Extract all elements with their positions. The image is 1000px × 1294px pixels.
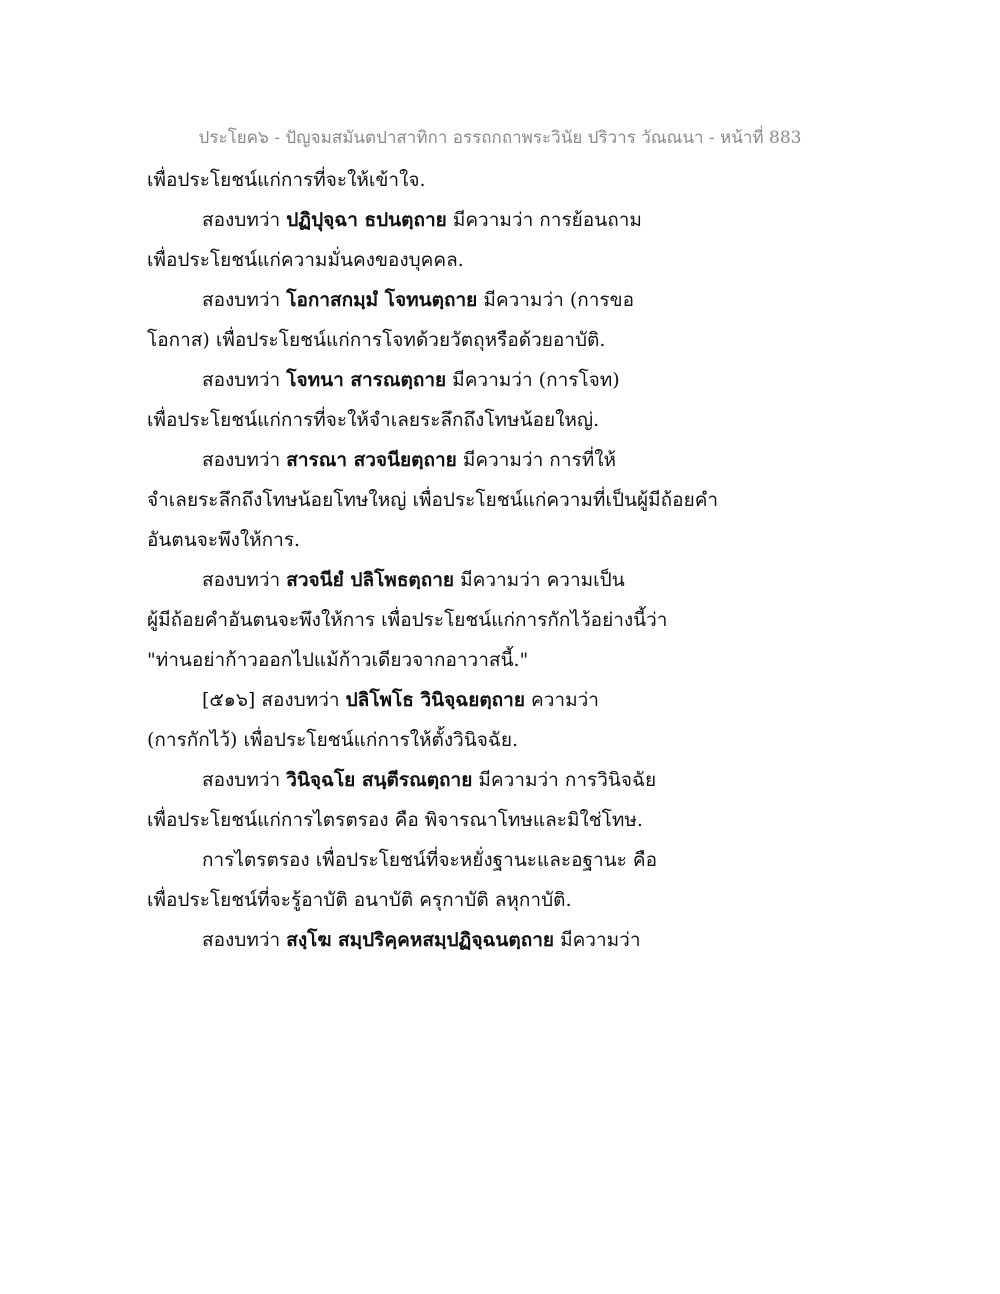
text-run: สองบทว่า xyxy=(202,369,287,391)
text-run: มีความว่า ความเป็น xyxy=(454,569,625,591)
text-run: [๕๑๖] สองบทว่า xyxy=(202,689,346,711)
bold-term: สงฺโฆ สมฺปริคฺคหสมฺปฏิจฺฉนตฺถาย xyxy=(286,929,555,951)
text-line xyxy=(147,200,867,240)
text-line xyxy=(147,400,867,440)
text-line xyxy=(147,880,867,920)
text-run: มีความว่า (การโจท) xyxy=(446,369,620,391)
text-line xyxy=(147,600,867,640)
page-header xyxy=(0,124,1000,151)
text-run: เพื่อประโยชน์แก่การไตรตรอง คือ พิจารณาโทษและมิใช่โทษ. xyxy=(147,809,643,831)
text-line xyxy=(147,840,867,880)
text-line xyxy=(147,240,867,280)
text-run: สองบทว่า xyxy=(202,929,287,951)
text-line xyxy=(147,520,867,560)
bold-term: โจทนา สารณตฺถาย xyxy=(286,369,447,391)
text-line xyxy=(147,640,867,680)
text-line xyxy=(147,360,867,400)
text-run: มีความว่า xyxy=(554,929,641,951)
text-run: (การกักไว้) เพื่อประโยชน์แก่การให้ตั้งวินิจฉัย. xyxy=(147,729,519,751)
text-run: สองบทว่า xyxy=(202,209,287,231)
text-line xyxy=(147,920,867,960)
bold-term: ปลิโพโธ วินิจฺฉยตฺถาย xyxy=(345,689,525,711)
text-run: เพื่อประโยชน์แก่ความมั่นคงของบุคคล. xyxy=(147,249,464,271)
text-run: การไตรตรอง เพื่อประโยชน์ที่จะหยั่งฐานะและอฐานะ คือ xyxy=(202,849,658,871)
text-run: มีความว่า (การขอ xyxy=(477,289,635,311)
text-run: มีความว่า การที่ให้ xyxy=(456,449,617,471)
text-run: มีความว่า การย้อนถาม xyxy=(446,209,642,231)
bold-term: โอกาสกมฺมํ โจทนตฺถาย xyxy=(286,289,478,311)
text-line xyxy=(147,560,867,600)
page-body xyxy=(147,160,867,960)
text-line xyxy=(147,440,867,480)
text-run: มีความว่า การวินิจฉัย xyxy=(472,769,657,791)
text-line xyxy=(147,800,867,840)
bold-term: สวจนียํ ปลิโพธตฺถาย xyxy=(286,569,455,591)
text-run: อันตนจะพึงให้การ. xyxy=(147,529,301,551)
text-run: เพื่อประโยชน์ที่จะรู้อาบัติ อนาบัติ ครุกาบัติ ลหุกาบัติ. xyxy=(147,889,572,911)
bold-term: สารณา สวจนียตฺถาย xyxy=(286,449,457,471)
text-run: โอกาส) เพื่อประโยชน์แก่การโจทด้วยวัตถุหรือด้วยอาบัติ. xyxy=(147,329,606,351)
text-line xyxy=(147,160,867,200)
text-run: จำเลยระลึกถึงโทษน้อยโทษใหญ่ เพื่อประโยชน์แก่ความที่เป็นผู้มีถ้อยคำ xyxy=(147,489,719,511)
text-line xyxy=(147,480,867,520)
text-line xyxy=(147,320,867,360)
bold-term: ปฏิปุจฺฉา ธปนตฺถาย xyxy=(286,209,447,231)
text-line xyxy=(147,280,867,320)
text-run: เพื่อประโยชน์แก่การที่จะให้จำเลยระลึกถึงโทษน้อยใหญ่. xyxy=(147,409,600,431)
page-header-text: ประโยค๖ - ปัญจมสมันตปาสาทิกา อรรถกถาพระวินัย ปริวาร วัณณนา - หน้าที่ 883 xyxy=(198,128,802,148)
text-run: ผู้มีถ้อยคำอันตนจะพึงให้การ เพื่อประโยชน์แก่การกักไว้อย่างนี้ว่า xyxy=(147,609,668,631)
text-line xyxy=(147,760,867,800)
text-line xyxy=(147,680,867,720)
text-run: สองบทว่า xyxy=(202,569,287,591)
text-run: สองบทว่า xyxy=(202,449,287,471)
text-run: "ท่านอย่าก้าวออกไปแม้ก้าวเดียวจากอาวาสนี้." xyxy=(147,649,529,671)
text-run: สองบทว่า xyxy=(202,289,287,311)
bold-term: วินิจฺฉโย สนฺตีรณตฺถาย xyxy=(286,769,473,791)
text-run: สองบทว่า xyxy=(202,769,287,791)
text-run: เพื่อประโยชน์แก่การที่จะให้เข้าใจ. xyxy=(147,169,426,191)
text-line xyxy=(147,720,867,760)
text-run: ความว่า xyxy=(524,689,599,711)
